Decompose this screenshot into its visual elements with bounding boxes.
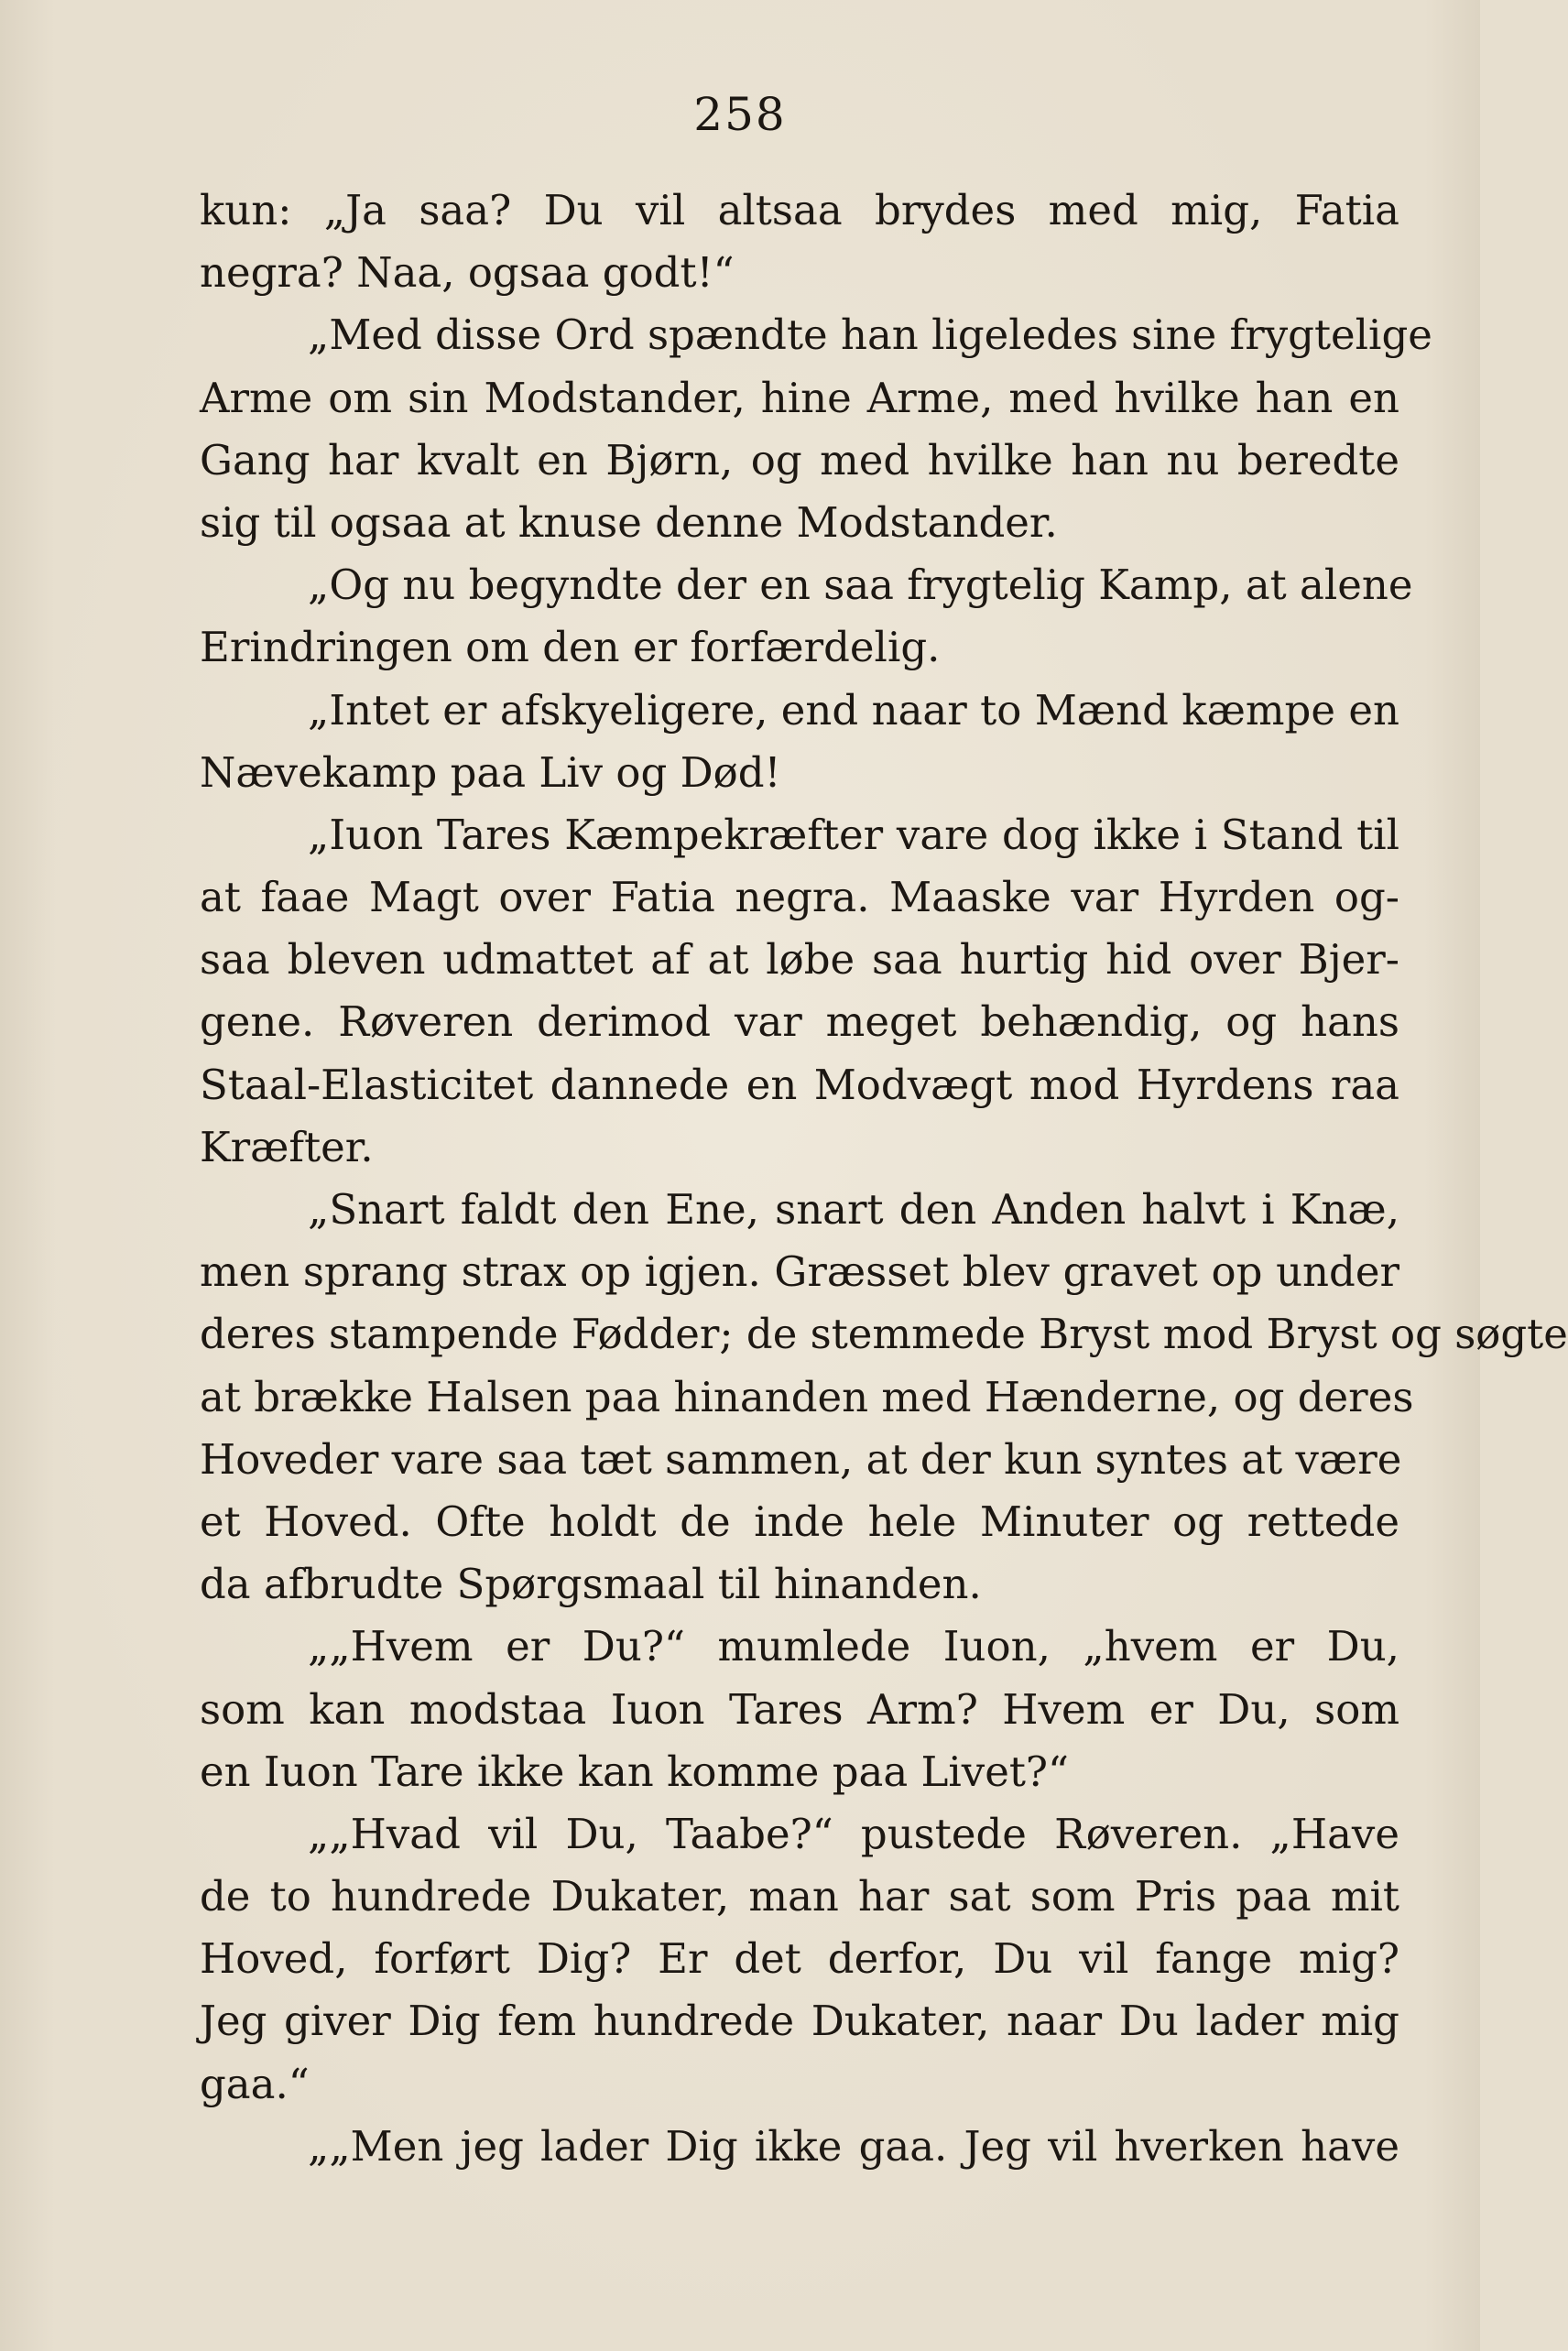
text-line: „„Men jeg lader Dig ikke gaa. Jeg vil hverken have [308,2121,1399,2171]
text-line: „Iuon Tares Kæmpekræfter vare dog ikke i Stand til [308,810,1399,859]
text-line: saa bleven udmattet af at løbe saa hurtig hid over Bjer- [200,935,1399,985]
text-line: negra? Naa, ogsaa godt!“ [200,248,735,298]
text-line: „Med disse Ord spændte han ligeledes sine frygtelige [308,310,1432,360]
text-line: sig til ogsaa at knuse denne Modstander. [200,497,1058,547]
text-line: Kræfter. [200,1122,374,1171]
text-line: „„Hvem er Du?“ mumlede Iuon, „hvem er Du, [308,1622,1399,1671]
text-line: Erindringen om den er forfærdelig. [200,623,941,672]
text-line: kun: „Ja saa? Du vil altsaa brydes med mig, Fatia [200,186,1399,234]
text-line: Hoveder vare saa tæt sammen, at der kun syntes at være [200,1434,1402,1484]
text-line: Jeg giver Dig fem hundrede Dukater, naar Du lader mig [200,1997,1399,2046]
text-line: „Snart faldt den Ene, snart den Anden halvt i Knæ, [308,1185,1399,1234]
text-line: „„Hvad vil Du, Taabe?“ pustede Røveren. „Have [308,1809,1399,1858]
body-text [200,180,1568,2178]
text-line: da afbrudte Spørgsmaal til hinanden. [200,1560,982,1609]
text-line: Staal-Elasticitet dannede en Modvægt mod Hyrdens raa [200,1060,1399,1109]
text-line: „Og nu begyndte der en saa frygtelig Kamp, at alene [308,561,1413,610]
text-line: men sprang strax op igjen. Græsset blev gravet op under [200,1247,1399,1297]
text-line: Nævekamp paa Liv og Død! [200,747,781,797]
text-line: Arme om sin Modstander, hine Arme, med hvilke han en [200,373,1399,422]
text-line: gene. Røveren derimod var meget behændig, og hans [200,997,1399,1047]
text-line: som kan modstaa Iuon Tares Arm? Hvem er Du, som [200,1684,1399,1734]
page-number: 258 [693,88,787,141]
text-line: „Intet er afskyeligere, end naar to Mænd kæmpe en [308,685,1399,735]
text-line: at brække Halsen paa hinanden med Hænderne, og deres [200,1372,1414,1421]
text-line: deres stampende Fødder; de stemmede Bryst mod Bryst og søgte [200,1310,1568,1359]
text-line: at faae Magt over Fatia negra. Maaske var Hyrden og- [200,873,1399,922]
text-line: Hoved, forført Dig? Er det derfor, Du vil fange mig? [200,1934,1399,1984]
text-line: et Hoved. Ofte holdt de inde hele Minuter og rettede [200,1497,1399,1546]
text-line: Gang har kvalt en Bjørn, og med hvilke han nu beredte [200,435,1399,484]
text-line: de to hundrede Dukater, man har sat som Pris paa mit [200,1872,1399,1921]
text-line: gaa.“ [200,2059,310,2108]
text-line: en Iuon Tare ikke kan komme paa Livet?“ [200,1747,1070,1796]
